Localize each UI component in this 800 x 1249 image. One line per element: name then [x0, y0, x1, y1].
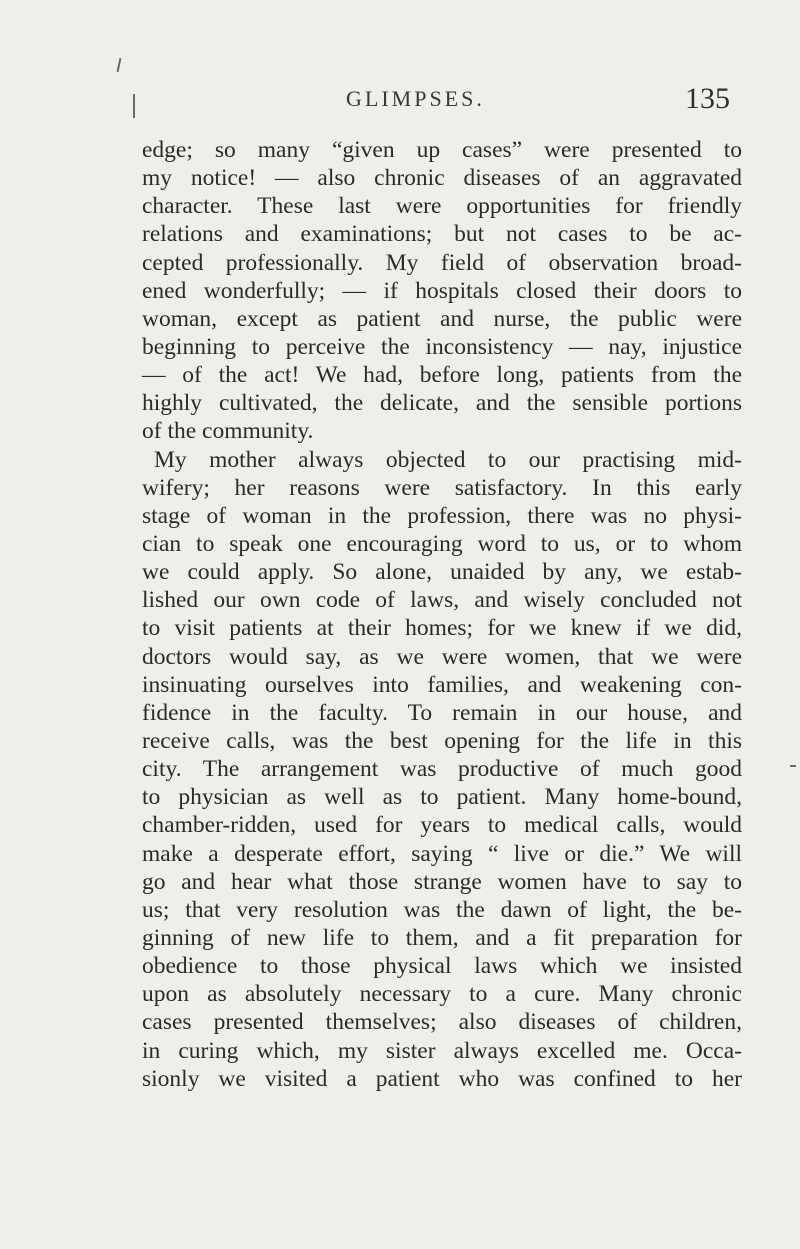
text-line: to visit patients at their homes; for we knew if we did,	[142, 615, 742, 642]
text-line: insinuating ourselves into families, and weakening con-	[142, 671, 742, 698]
text-line: city. The arrangement was productive of much good	[142, 756, 742, 783]
page-number: 135	[685, 82, 730, 115]
text-line: my notice! — also chronic diseases of an aggravated	[142, 165, 742, 192]
text-line: make a desperate effort, saying “ live or die.” We will	[142, 840, 742, 867]
text-line: ginning of new life to them, and a fit preparation for	[142, 924, 742, 951]
text-line: we could apply. So alone, unaided by any, we estab-	[142, 559, 742, 586]
text-line: fidence in the faculty. To remain in our house, and	[142, 699, 742, 726]
text-line: cian to speak one encouraging word to us, or to whom	[142, 530, 742, 557]
margin-mark	[117, 58, 122, 72]
margin-mark	[790, 765, 796, 767]
text-line: lished our own code of laws, and wisely concluded not	[142, 587, 742, 614]
text-line: cases presented themselves; also diseases of children,	[142, 1009, 742, 1036]
text-line: doctors would say, as we were women, that we were	[142, 643, 742, 670]
running-title: GLIMPSES.	[346, 86, 485, 111]
text-line: chamber-ridden, used for years to medical calls, would	[142, 812, 742, 839]
text-line: — of the act! We had, before long, patients from the	[142, 362, 742, 389]
text-line: highly cultivated, the delicate, and the sensible portions	[142, 390, 742, 417]
text-line: receive calls, was the best opening for the life in this	[142, 727, 742, 754]
text-line: ened wonderfully; — if hospitals closed their doors to	[142, 277, 742, 304]
text-line: stage of woman in the profession, there was no physi-	[142, 502, 742, 529]
text-line: upon as absolutely necessary to a cure. Many chronic	[142, 981, 742, 1008]
text-line: obedience to those physical laws which we insisted	[142, 953, 742, 980]
text-line: cepted professionally. My field of observation broad-	[142, 249, 742, 276]
text-line: relations and examinations; but not cases to be ac-	[142, 221, 742, 248]
margin-mark	[133, 94, 135, 118]
text-line: character. These last were opportunities for friendly	[142, 193, 742, 220]
text-line: in curing which, my sister always excelled me. Occa-	[142, 1037, 742, 1064]
text-line: edge; so many “given up cases” were presented to	[142, 137, 742, 163]
text-line: My mother always objected to our practising mid-	[154, 446, 742, 473]
text-line: wifery; her reasons were satisfactory. In this early	[142, 474, 742, 501]
running-head	[140, 82, 740, 122]
text-line: woman, except as patient and nurse, the public were	[142, 305, 742, 332]
text-line: of the community.	[142, 418, 314, 445]
text-line: sionly we visited a patient who was confined to her	[142, 1065, 742, 1092]
text-line: go and hear what those strange women have to say to	[142, 868, 742, 895]
text-line: beginning to perceive the inconsistency — nay, injustice	[142, 333, 742, 360]
text-line: to physician as well as to patient. Many home-bound,	[142, 784, 742, 811]
text-line: us; that very resolution was the dawn of light, the be-	[142, 896, 742, 923]
body-text	[142, 136, 742, 1093]
